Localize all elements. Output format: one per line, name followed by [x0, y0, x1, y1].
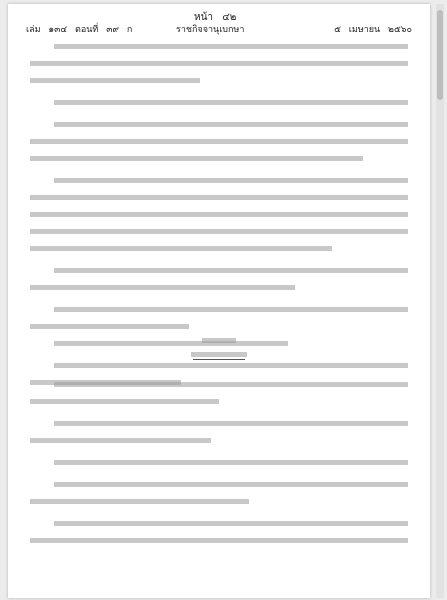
text-line: [54, 307, 408, 312]
text-line: [30, 156, 363, 161]
date-year: ๒๕๖๐: [388, 25, 412, 35]
chapter-underline: [193, 359, 245, 360]
text-line: [30, 499, 249, 504]
text-line: [54, 363, 408, 368]
text-line: [30, 438, 211, 443]
text-line: [54, 521, 408, 526]
text-line: [54, 100, 408, 105]
page-number: ๔๒: [222, 12, 237, 23]
issue-info: [26, 22, 137, 36]
page-label: หน้า: [194, 12, 214, 23]
date-day: ๕: [334, 25, 341, 35]
publication-date: [329, 22, 412, 36]
document-page: [8, 4, 430, 598]
text-line: [54, 482, 408, 487]
text-line: [54, 460, 408, 465]
volume-number: ๑๓๔: [48, 25, 68, 35]
chapter-number: [202, 338, 236, 343]
body-text-upper: [30, 44, 408, 385]
text-line: [54, 268, 408, 273]
body-text-lower: [30, 382, 408, 543]
volume-label: เล่ม: [26, 25, 41, 35]
issue-label: ตอนที่: [74, 25, 99, 35]
issue-number: ๓๙: [106, 25, 119, 35]
text-line: [30, 246, 332, 251]
gazette-title: ราชกิจจานุเบกษา: [176, 25, 245, 35]
text-line: [30, 399, 219, 404]
text-line: [30, 324, 189, 329]
text-line: [30, 195, 408, 200]
text-line: [30, 229, 408, 234]
text-line: [30, 61, 408, 66]
text-line: [30, 78, 200, 83]
text-line: [30, 538, 408, 543]
text-line: [54, 122, 408, 127]
text-line: [54, 382, 408, 387]
chapter-title: [191, 352, 247, 357]
date-month: เมษายน: [348, 25, 381, 35]
text-line: [30, 139, 408, 144]
vertical-scrollbar[interactable]: [436, 4, 444, 598]
chapter-heading: [8, 338, 430, 360]
text-line: [30, 285, 295, 290]
scrollbar-thumb[interactable]: [437, 10, 443, 100]
text-line: [54, 178, 408, 183]
text-line: [54, 421, 408, 426]
issue-section: ก: [126, 25, 133, 35]
text-line: [30, 212, 408, 217]
text-line: [54, 44, 408, 49]
